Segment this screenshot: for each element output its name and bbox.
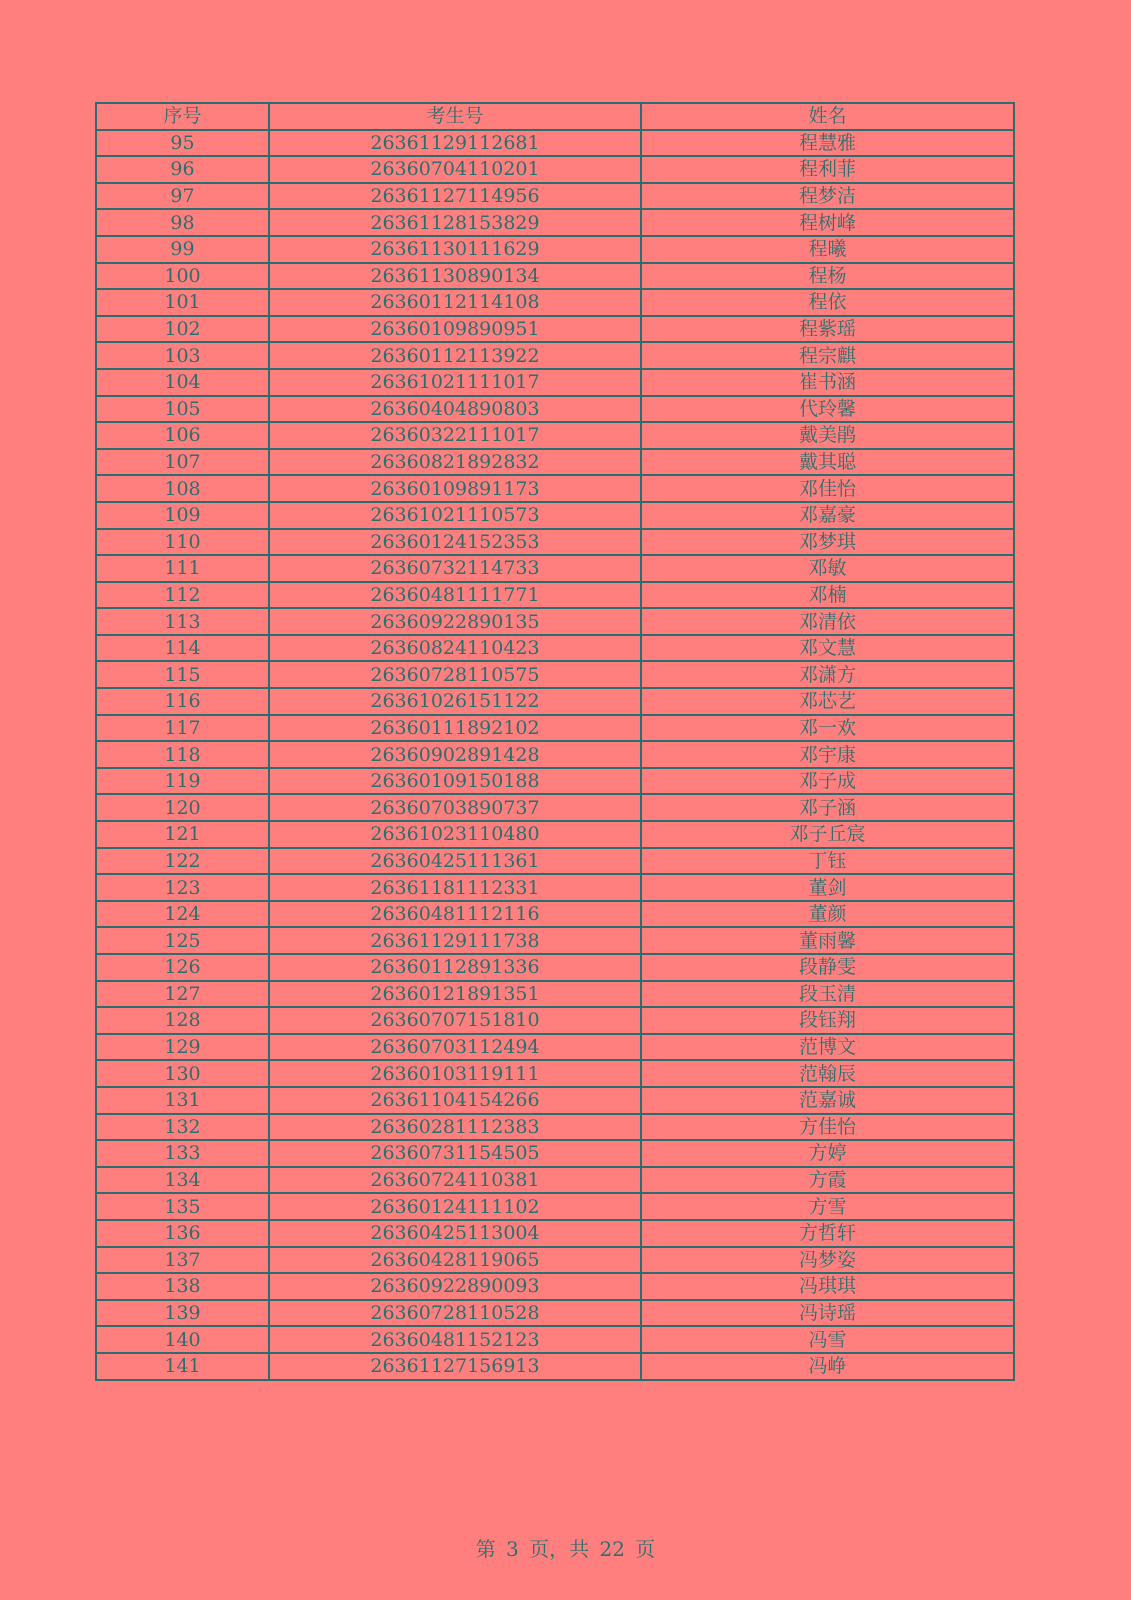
table-row xyxy=(96,449,1014,476)
name-cell: 方佳怡 xyxy=(641,1114,1014,1141)
serial-cell: 137 xyxy=(96,1247,269,1274)
exam-number-cell: 26360707151810 xyxy=(269,1007,641,1034)
exam-number-cell: 26361181112331 xyxy=(269,874,641,901)
serial-cell: 126 xyxy=(96,954,269,981)
table-row xyxy=(96,954,1014,981)
name-cell: 冯琪琪 xyxy=(641,1273,1014,1300)
exam-number-cell: 26361129112681 xyxy=(269,130,641,157)
table-row xyxy=(96,768,1014,795)
serial-cell: 113 xyxy=(96,608,269,635)
name-cell: 程杨 xyxy=(641,263,1014,290)
serial-cell: 106 xyxy=(96,422,269,449)
name-cell: 范翰辰 xyxy=(641,1060,1014,1087)
serial-cell: 95 xyxy=(96,130,269,157)
serial-cell: 131 xyxy=(96,1087,269,1114)
name-cell: 邓文慧 xyxy=(641,635,1014,662)
name-cell: 程曦 xyxy=(641,236,1014,263)
name-cell: 方霞 xyxy=(641,1167,1014,1194)
table-row xyxy=(96,1273,1014,1300)
exam-number-cell: 26360481152123 xyxy=(269,1326,641,1353)
name-cell: 邓梦琪 xyxy=(641,529,1014,556)
header-row xyxy=(96,103,1014,130)
name-cell: 戴美鹃 xyxy=(641,422,1014,449)
exam-number-cell: 26360902891428 xyxy=(269,741,641,768)
table-row xyxy=(96,183,1014,210)
name-cell: 董剑 xyxy=(641,874,1014,901)
serial-cell: 138 xyxy=(96,1273,269,1300)
serial-cell: 134 xyxy=(96,1167,269,1194)
serial-cell: 130 xyxy=(96,1060,269,1087)
serial-cell: 107 xyxy=(96,449,269,476)
exam-number-cell: 26360103119111 xyxy=(269,1060,641,1087)
serial-cell: 128 xyxy=(96,1007,269,1034)
header-name: 姓名 xyxy=(641,103,1014,130)
header-exam-number: 考生号 xyxy=(269,103,641,130)
table-row xyxy=(96,1060,1014,1087)
serial-cell: 119 xyxy=(96,768,269,795)
table-row xyxy=(96,1140,1014,1167)
name-cell: 程紫瑶 xyxy=(641,316,1014,343)
table-row xyxy=(96,794,1014,821)
exam-number-cell: 26361130890134 xyxy=(269,263,641,290)
name-cell: 范嘉诚 xyxy=(641,1087,1014,1114)
serial-cell: 139 xyxy=(96,1300,269,1327)
name-cell: 程慧雅 xyxy=(641,130,1014,157)
table-row xyxy=(96,688,1014,715)
table-row xyxy=(96,741,1014,768)
table-row xyxy=(96,289,1014,316)
name-cell: 冯诗瑶 xyxy=(641,1300,1014,1327)
table-row xyxy=(96,1034,1014,1061)
table-row xyxy=(96,1220,1014,1247)
name-cell: 邓敏 xyxy=(641,555,1014,582)
exam-number-cell: 26360481111771 xyxy=(269,582,641,609)
name-cell: 戴其聪 xyxy=(641,449,1014,476)
exam-number-cell: 26360731154505 xyxy=(269,1140,641,1167)
serial-cell: 136 xyxy=(96,1220,269,1247)
exam-number-cell: 26360124152353 xyxy=(269,529,641,556)
name-cell: 邓子丘宸 xyxy=(641,821,1014,848)
table-row xyxy=(96,396,1014,423)
exam-number-cell: 26360322111017 xyxy=(269,422,641,449)
table-row xyxy=(96,1300,1014,1327)
table-row xyxy=(96,1247,1014,1274)
exam-number-cell: 26361026151122 xyxy=(269,688,641,715)
serial-cell: 111 xyxy=(96,555,269,582)
header-serial: 序号 xyxy=(96,103,269,130)
name-cell: 方婷 xyxy=(641,1140,1014,1167)
serial-cell: 102 xyxy=(96,316,269,343)
serial-cell: 104 xyxy=(96,369,269,396)
name-cell: 邓楠 xyxy=(641,582,1014,609)
name-cell: 方雪 xyxy=(641,1193,1014,1220)
serial-cell: 122 xyxy=(96,848,269,875)
name-cell: 邓嘉豪 xyxy=(641,502,1014,529)
name-cell: 段静雯 xyxy=(641,954,1014,981)
name-cell: 邓潇方 xyxy=(641,661,1014,688)
serial-cell: 105 xyxy=(96,396,269,423)
serial-cell: 99 xyxy=(96,236,269,263)
table-row xyxy=(96,263,1014,290)
exam-number-cell: 26360732114733 xyxy=(269,555,641,582)
serial-cell: 114 xyxy=(96,635,269,662)
exam-number-cell: 26360728110528 xyxy=(269,1300,641,1327)
table-row xyxy=(96,502,1014,529)
name-cell: 段玉清 xyxy=(641,981,1014,1008)
serial-cell: 123 xyxy=(96,874,269,901)
table-row xyxy=(96,582,1014,609)
serial-cell: 96 xyxy=(96,156,269,183)
serial-cell: 133 xyxy=(96,1140,269,1167)
exam-number-cell: 26361129111738 xyxy=(269,927,641,954)
serial-cell: 117 xyxy=(96,715,269,742)
serial-cell: 108 xyxy=(96,475,269,502)
table-row xyxy=(96,1114,1014,1141)
table-row xyxy=(96,1007,1014,1034)
table-row xyxy=(96,927,1014,954)
name-cell: 邓清依 xyxy=(641,608,1014,635)
table-row xyxy=(96,209,1014,236)
exam-number-cell: 26361021110573 xyxy=(269,502,641,529)
name-cell: 代玲馨 xyxy=(641,396,1014,423)
table-row xyxy=(96,316,1014,343)
serial-cell: 129 xyxy=(96,1034,269,1061)
name-cell: 邓芯艺 xyxy=(641,688,1014,715)
table-row xyxy=(96,874,1014,901)
table-row xyxy=(96,529,1014,556)
serial-cell: 132 xyxy=(96,1114,269,1141)
name-cell: 程梦洁 xyxy=(641,183,1014,210)
exam-number-cell: 26361130111629 xyxy=(269,236,641,263)
table-row xyxy=(96,1167,1014,1194)
table-row xyxy=(96,635,1014,662)
table-row xyxy=(96,555,1014,582)
exam-number-cell: 26360821892832 xyxy=(269,449,641,476)
roster-body xyxy=(96,130,1014,1380)
table-row xyxy=(96,130,1014,157)
table-row xyxy=(96,422,1014,449)
exam-number-cell: 26360481112116 xyxy=(269,901,641,928)
name-cell: 邓子涵 xyxy=(641,794,1014,821)
exam-number-cell: 26360121891351 xyxy=(269,981,641,1008)
table-row xyxy=(96,236,1014,263)
name-cell: 董颜 xyxy=(641,901,1014,928)
table-row xyxy=(96,475,1014,502)
serial-cell: 120 xyxy=(96,794,269,821)
table-row xyxy=(96,369,1014,396)
serial-cell: 97 xyxy=(96,183,269,210)
name-cell: 段钰翔 xyxy=(641,1007,1014,1034)
serial-cell: 112 xyxy=(96,582,269,609)
exam-number-cell: 26360724110381 xyxy=(269,1167,641,1194)
exam-number-cell: 26360703112494 xyxy=(269,1034,641,1061)
exam-number-cell: 26361127156913 xyxy=(269,1353,641,1380)
name-cell: 邓一欢 xyxy=(641,715,1014,742)
table-row xyxy=(96,661,1014,688)
exam-number-cell: 26360109891173 xyxy=(269,475,641,502)
exam-number-cell: 26360425111361 xyxy=(269,848,641,875)
name-cell: 董雨馨 xyxy=(641,927,1014,954)
name-cell: 冯梦姿 xyxy=(641,1247,1014,1274)
name-cell: 冯峥 xyxy=(641,1353,1014,1380)
name-cell: 冯雪 xyxy=(641,1326,1014,1353)
table-row xyxy=(96,156,1014,183)
serial-cell: 141 xyxy=(96,1353,269,1380)
exam-number-cell: 26360824110423 xyxy=(269,635,641,662)
exam-number-cell: 26361127114956 xyxy=(269,183,641,210)
serial-cell: 135 xyxy=(96,1193,269,1220)
name-cell: 邓子成 xyxy=(641,768,1014,795)
name-cell: 邓宇康 xyxy=(641,741,1014,768)
roster-sheet xyxy=(95,102,1013,1381)
table-row xyxy=(96,608,1014,635)
exam-number-cell: 26360112891336 xyxy=(269,954,641,981)
table-row xyxy=(96,1326,1014,1353)
serial-cell: 101 xyxy=(96,289,269,316)
exam-number-cell: 26361023110480 xyxy=(269,821,641,848)
table-row xyxy=(96,821,1014,848)
table-row xyxy=(96,901,1014,928)
name-cell: 范博文 xyxy=(641,1034,1014,1061)
table-row xyxy=(96,1353,1014,1380)
table-row xyxy=(96,715,1014,742)
name-cell: 程树峰 xyxy=(641,209,1014,236)
exam-number-cell: 26360728110575 xyxy=(269,661,641,688)
exam-number-cell: 26360703890737 xyxy=(269,794,641,821)
exam-number-cell: 26360112114108 xyxy=(269,289,641,316)
serial-cell: 118 xyxy=(96,741,269,768)
serial-cell: 98 xyxy=(96,209,269,236)
table-row xyxy=(96,1193,1014,1220)
name-cell: 方哲轩 xyxy=(641,1220,1014,1247)
serial-cell: 125 xyxy=(96,927,269,954)
exam-number-cell: 26360425113004 xyxy=(269,1220,641,1247)
exam-number-cell: 26360922890093 xyxy=(269,1273,641,1300)
exam-number-cell: 26360109890951 xyxy=(269,316,641,343)
exam-number-cell: 26360404890803 xyxy=(269,396,641,423)
exam-number-cell: 26360428119065 xyxy=(269,1247,641,1274)
exam-number-cell: 26360112113922 xyxy=(269,342,641,369)
serial-cell: 116 xyxy=(96,688,269,715)
table-row xyxy=(96,342,1014,369)
exam-number-cell: 26360922890135 xyxy=(269,608,641,635)
exam-number-cell: 26360111892102 xyxy=(269,715,641,742)
serial-cell: 109 xyxy=(96,502,269,529)
serial-cell: 103 xyxy=(96,342,269,369)
exam-number-cell: 26360124111102 xyxy=(269,1193,641,1220)
page-footer: 第 3 页，共 22 页 xyxy=(475,1537,656,1561)
name-cell: 程宗麒 xyxy=(641,342,1014,369)
exam-number-cell: 26361021111017 xyxy=(269,369,641,396)
name-cell: 崔书涵 xyxy=(641,369,1014,396)
name-cell: 程利菲 xyxy=(641,156,1014,183)
exam-number-cell: 26361128153829 xyxy=(269,209,641,236)
roster-table xyxy=(95,102,1015,1381)
exam-number-cell: 26361104154266 xyxy=(269,1087,641,1114)
serial-cell: 127 xyxy=(96,981,269,1008)
serial-cell: 140 xyxy=(96,1326,269,1353)
serial-cell: 124 xyxy=(96,901,269,928)
exam-number-cell: 26360109150188 xyxy=(269,768,641,795)
name-cell: 邓佳怡 xyxy=(641,475,1014,502)
table-row xyxy=(96,981,1014,1008)
table-row xyxy=(96,848,1014,875)
serial-cell: 121 xyxy=(96,821,269,848)
table-row xyxy=(96,1087,1014,1114)
exam-number-cell: 26360704110201 xyxy=(269,156,641,183)
serial-cell: 100 xyxy=(96,263,269,290)
name-cell: 丁钰 xyxy=(641,848,1014,875)
exam-number-cell: 26360281112383 xyxy=(269,1114,641,1141)
serial-cell: 115 xyxy=(96,661,269,688)
serial-cell: 110 xyxy=(96,529,269,556)
name-cell: 程依 xyxy=(641,289,1014,316)
